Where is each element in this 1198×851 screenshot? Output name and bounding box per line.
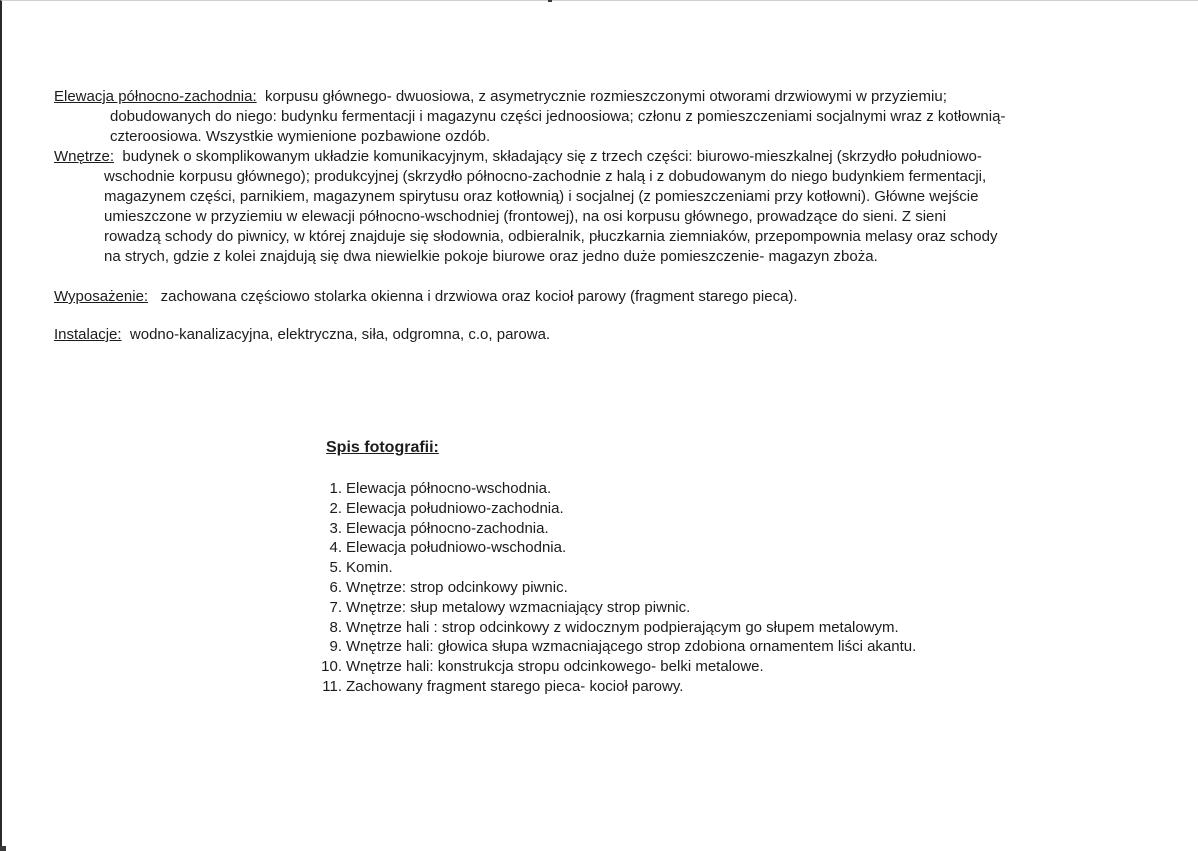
list-item-number: 3. (329, 519, 342, 537)
list-item-number: 4. (329, 539, 342, 557)
list-item-number: 6. (329, 578, 342, 596)
elewacja-line-2: dobudowanych do niego: budynku fermentacji i magazynu części jednoosiowa; członu z pomieszczeniami socjalnymi wraz z kotłownią- (110, 108, 1006, 125)
list-item-text: Elewacja północno-zachodnia. (346, 519, 549, 537)
wnetrze-line-1 (54, 147, 1144, 167)
elewacja-line-1 (54, 87, 1144, 107)
list-item (306, 499, 916, 519)
list-item-text: Wnętrze hali: głowica słupa wzmacniającego strop zdobiona ornamentem liści akantu. (346, 638, 917, 656)
instalacje-label: Instalacje: (54, 326, 122, 343)
scan-mark-top (548, 0, 552, 2)
wnetrze-line-3: magazynem części, parnikiem, magazynem spirytusu oraz kotłownią) i socjalnej (z pomieszczeniami przy kotłowni). Główne wejście (104, 188, 979, 205)
list-item (306, 578, 916, 598)
elewacja-line-3: czteroosiowa. Wszystkie wymienione pozbawione ozdób. (110, 128, 491, 145)
scan-mark-bottom-left (0, 846, 6, 851)
wyposazenie-text: zachowana częściowo stolarka okienna i drzwiowa oraz kocioł parowy (fragment starego pieca). (160, 288, 798, 305)
list-item (306, 637, 916, 657)
photo-list (306, 479, 916, 697)
list-item (306, 677, 916, 697)
list-item-number: 10. (321, 658, 342, 676)
wnetrze-line-5: rowadzą schody do piwnicy, w której znajduje się słodownia, odbieralnik, płuczkarnia ziemniaków, przepompownia melasy oraz schody (104, 228, 998, 245)
list-item (306, 479, 916, 499)
list-item (306, 538, 916, 558)
list-item (306, 558, 916, 578)
wnetrze-line-4: umieszczone w przyziemiu w elewacji północno-wschodniej (frontowej), na osi korpusu głównego, prowadzące do sieni. Z sieni (104, 208, 947, 225)
list-item-text: Wnętrze: słup metalowy wzmacniający strop piwnic. (346, 598, 691, 616)
list-item-text: Wnętrze: strop odcinkowy piwnic. (346, 578, 568, 596)
list-item-text: Wnętrze hali: konstrukcja stropu odcinkowego- belki metalowe. (346, 658, 764, 676)
elewacja-text-1: korpusu głównego- dwuosiowa, z asymetrycznie rozmieszczonymi otworami drzwiowymi w przyziemiu; (264, 88, 947, 105)
paragraph-wnetrze (54, 147, 1144, 267)
photo-list-title: Spis fotografii: (326, 439, 439, 456)
wnetrze-text-1: budynek o skomplikowanym układzie komunikacyjnym, składający się z trzech części: biurowo-mieszkalnej (skrzydło południowo- (122, 148, 982, 165)
list-item (306, 657, 916, 677)
list-item (306, 598, 916, 618)
instalacje-text: wodno-kanalizacyjna, elektryczna, siła, odgromna, c.o, parowa. (129, 326, 551, 343)
list-item-text: Komin. (346, 559, 393, 577)
paragraph-elewacja (54, 87, 1144, 147)
wnetrze-line-2: wschodnie korpusu głównego); produkcyjnej (skrzydło północno-zachodnie z halą i z dobudowanym do niego budynkiem fermentacji, (104, 168, 987, 185)
paragraph-wyposazenie (54, 287, 1144, 307)
list-item (306, 519, 916, 539)
list-item-text: Elewacja południowo-zachodnia. (346, 499, 564, 517)
list-item-number: 8. (329, 618, 342, 636)
list-item-text: Elewacja południowo-wschodnia. (346, 539, 567, 557)
list-item-text: Elewacja północno-wschodnia. (346, 480, 552, 497)
list-item-text: Zachowany fragment starego pieca- kocioł parowy. (346, 677, 684, 695)
elewacja-label: Elewacja północno-zachodnia: (54, 88, 257, 105)
list-item-text: Wnętrze hali : strop odcinkowy z widocznym podpierającym go słupem metalowym. (346, 618, 899, 636)
list-item-number: 5. (329, 559, 342, 577)
wyposazenie-label: Wyposażenie: (54, 288, 149, 305)
list-item-number: 9. (329, 638, 342, 656)
wnetrze-line-6: na strych, gdzie z kolei znajdują się dwa niewielkie pokoje biurowe oraz jedno duże pomieszczenie- magazyn zboża. (104, 248, 878, 265)
list-item-number: 7. (329, 598, 342, 616)
list-item-number: 1. (329, 480, 342, 497)
list-item-number: 11. (322, 677, 342, 695)
wnetrze-label: Wnętrze: (54, 148, 115, 165)
list-item (306, 618, 916, 638)
list-item-number: 2. (329, 499, 342, 517)
paragraph-instalacje (54, 325, 1144, 345)
